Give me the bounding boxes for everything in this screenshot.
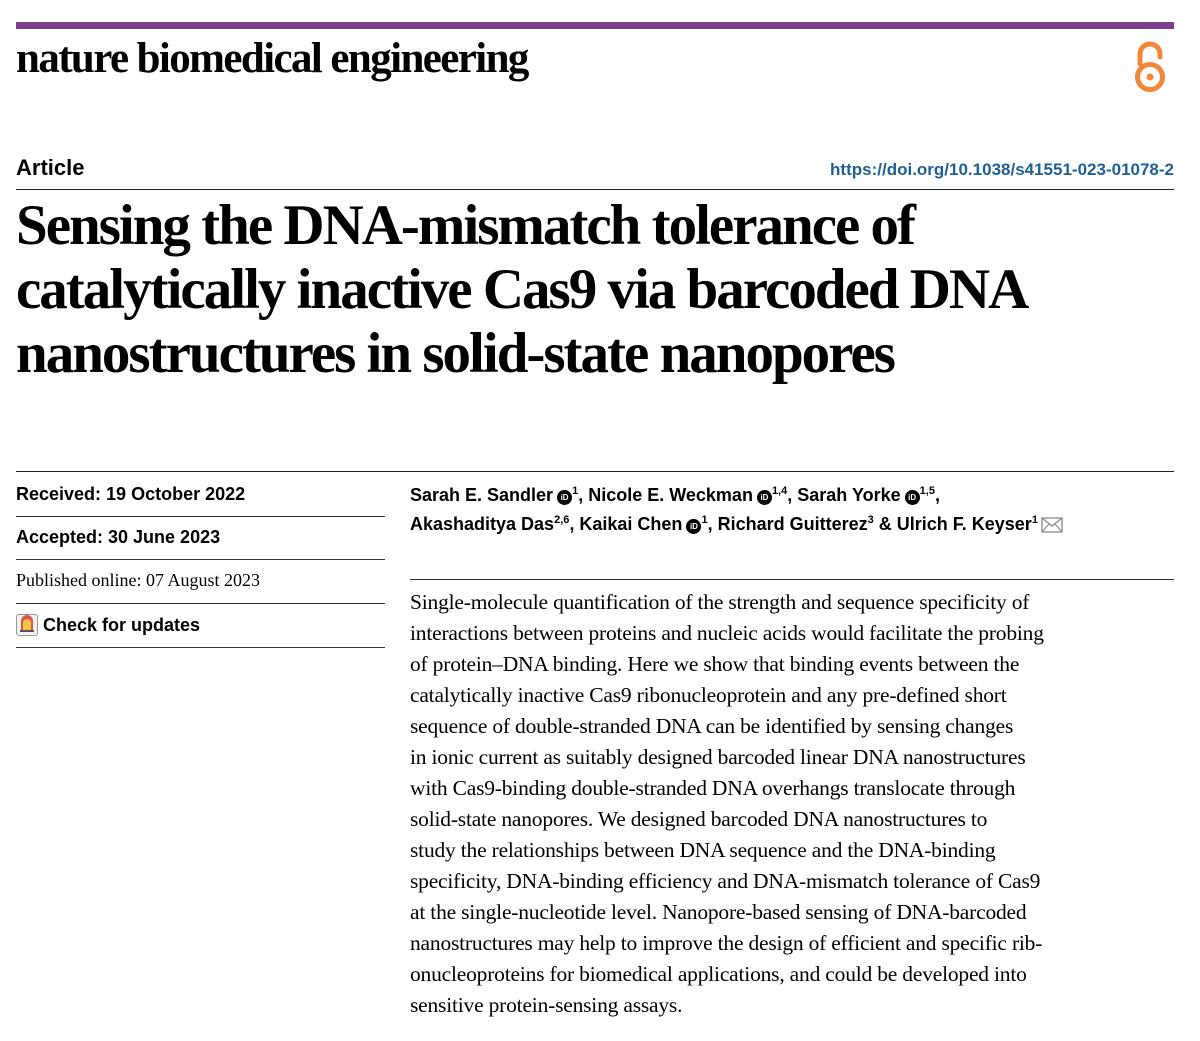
orcid-icon[interactable]: iD — [757, 490, 772, 505]
abstract-line: Single-molecule quantification of the strength and sequence specificity of — [410, 590, 1030, 614]
check-for-updates-label: Check for updates — [43, 615, 201, 635]
title-line: Sensing the DNA-mismatch tolerance of — [16, 194, 915, 257]
abstract-line: sensitive protein-sensing assays. — [410, 993, 683, 1017]
affiliation-sup: 1,5 — [919, 485, 935, 497]
title-line: nanostructures in solid-state nanopores — [16, 322, 894, 385]
author-separator: , — [569, 514, 580, 534]
mail-icon[interactable] — [1041, 517, 1063, 533]
author-separator: , — [787, 485, 798, 505]
meta-divider — [16, 516, 385, 517]
journal-name[interactable]: nature biomedical engineering — [16, 35, 528, 82]
journal-accent-bar — [16, 22, 1174, 29]
abstract-line: onucleoproteins for biomedical applications, and could be developed into — [410, 962, 1027, 986]
affiliation-sup: 3 — [867, 514, 874, 526]
author-separator: , — [578, 485, 589, 505]
abstract-line: of protein–DNA binding. Here we show that binding events between the — [410, 652, 1020, 676]
doi-link[interactable]: https://doi.org/10.1038/s41551-023-01078-2 — [830, 160, 1174, 179]
abstract-divider — [410, 579, 1174, 580]
abstract-line: sequence of double-stranded DNA can be identified by sensing changes — [410, 714, 1014, 738]
check-for-updates-button[interactable] — [16, 613, 385, 637]
affiliation-sup: 1 — [1031, 514, 1038, 526]
abstract-line: study the relationships between DNA sequence and the DNA-binding — [410, 838, 996, 862]
author-name[interactable]: Sarah E. Sandler — [410, 485, 554, 505]
abstract-line: catalytically inactive Cas9 ribonucleoprotein and any pre-defined short — [410, 683, 1007, 707]
meta-divider — [16, 559, 385, 560]
abstract — [410, 587, 1180, 1021]
article-title — [16, 194, 1186, 386]
check-for-updates-icon — [16, 614, 38, 636]
author-list — [410, 481, 1170, 539]
orcid-icon[interactable]: iD — [686, 519, 701, 534]
affiliation-sup: 2,6 — [554, 514, 570, 526]
author-name[interactable]: Kaikai Chen — [579, 514, 683, 534]
orcid-icon[interactable]: iD — [905, 490, 920, 505]
author-name[interactable]: Nicole E. Weckman — [588, 485, 753, 505]
meta-divider — [16, 647, 385, 648]
affiliation-sup: 1 — [572, 485, 579, 497]
received-date: Received: 19 October 2022 — [16, 484, 246, 504]
author-name[interactable]: Ulrich F. Keyser — [896, 514, 1032, 534]
title-line: catalytically inactive Cas9 via barcoded DNA — [16, 258, 1028, 321]
header-divider — [16, 189, 1174, 190]
article-type: Article — [16, 155, 85, 180]
abstract-line: at the single-nucleotide level. Nanopore-based sensing of DNA-barcoded — [410, 900, 1027, 924]
abstract-line: with Cas9-binding double-stranded DNA overhangs translocate through — [410, 776, 1016, 800]
abstract-line: solid-state nanopores. We designed barcoded DNA nanostructures to — [410, 807, 988, 831]
author-separator: & — [873, 514, 897, 534]
meta-divider — [16, 603, 385, 604]
author-name[interactable]: Sarah Yorke — [797, 485, 901, 505]
affiliation-sup: 1,4 — [771, 485, 788, 497]
open-access-icon[interactable] — [1128, 38, 1172, 94]
author-separator: , — [934, 485, 940, 505]
title-divider — [16, 471, 1174, 472]
abstract-line: specificity, DNA-binding efficiency and DNA-mismatch tolerance of Cas9 — [410, 869, 1041, 893]
author-name[interactable]: Richard Guitterez — [717, 514, 868, 534]
orcid-icon[interactable]: iD — [557, 490, 572, 505]
author-line — [410, 510, 1170, 539]
author-separator: , — [707, 514, 718, 534]
abstract-line: interactions between proteins and nucleic acids would facilitate the probing — [410, 621, 1044, 645]
accepted-date: Accepted: 30 June 2023 — [16, 527, 221, 547]
author-name[interactable]: Akashaditya Das — [410, 514, 555, 534]
abstract-line: in ionic current as suitably designed barcoded linear DNA nanostructures — [410, 745, 1026, 769]
abstract-line: nanostructures may help to improve the design of efficient and specific rib- — [410, 931, 1043, 955]
author-line — [410, 481, 1170, 510]
affiliation-sup: 1 — [701, 514, 708, 526]
published-date: Published online: 07 August 2023 — [16, 570, 261, 590]
